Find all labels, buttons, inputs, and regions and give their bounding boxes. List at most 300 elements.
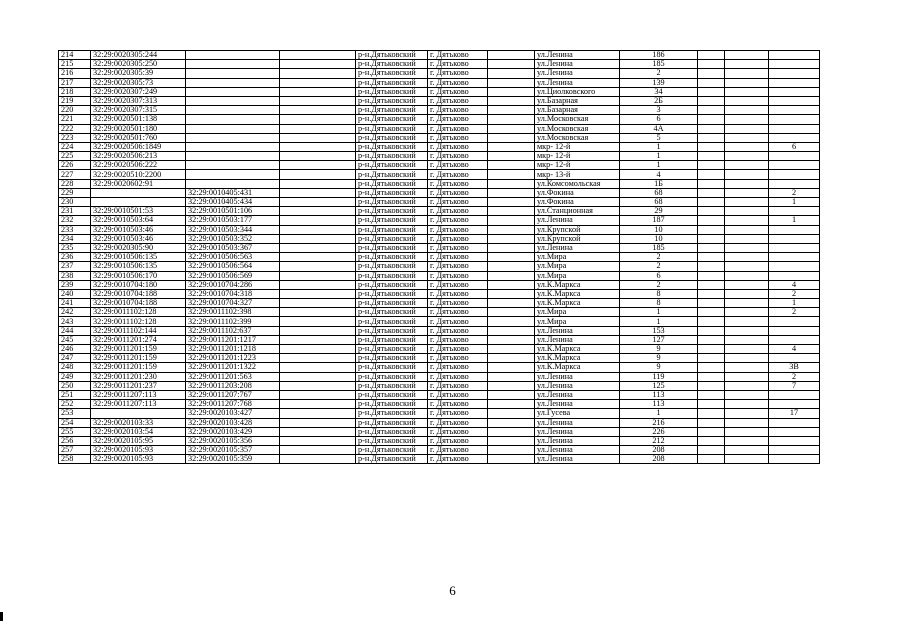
cell-cadastral-number-building: 32:29:0010704:286 xyxy=(186,280,280,289)
cell-blank-col-4 xyxy=(280,225,356,234)
cell-district: р-н.Дятьковский xyxy=(356,142,428,151)
cell-street: ул.Ленина xyxy=(535,390,620,399)
cell-row-number: 220 xyxy=(59,106,91,115)
cell-blank-col-4 xyxy=(280,170,356,179)
cell-blank-col-4 xyxy=(280,179,356,188)
table-row xyxy=(59,188,820,197)
cell-city: г. Дятьково xyxy=(428,390,488,399)
cell-street: ул.Ленина xyxy=(535,51,620,60)
cell-apartment xyxy=(769,243,820,252)
cell-blank-col-4 xyxy=(280,152,356,161)
cell-house-number: 3 xyxy=(620,106,698,115)
cell-blank-col-11 xyxy=(725,326,769,335)
cell-district: р-н.Дятьковский xyxy=(356,289,428,298)
cell-district: р-н.Дятьковский xyxy=(356,436,428,445)
cell-row-number: 226 xyxy=(59,161,91,170)
cell-street: ул.Крупской xyxy=(535,234,620,243)
cell-apartment xyxy=(769,262,820,271)
cell-blank-col-11 xyxy=(725,179,769,188)
address-register-table xyxy=(58,50,820,464)
cell-blank-col-7 xyxy=(488,207,535,216)
cell-city: г. Дятьково xyxy=(428,253,488,262)
cell-blank-col-7 xyxy=(488,446,535,455)
cell-cadastral-number-land: 32:29:0011201:159 xyxy=(91,354,186,363)
cell-district: р-н.Дятьковский xyxy=(356,96,428,105)
cell-cadastral-number-land: 32:29:0020307:315 xyxy=(91,106,186,115)
cell-blank-col-11 xyxy=(725,345,769,354)
cell-district: р-н.Дятьковский xyxy=(356,372,428,381)
cell-blank-col-10 xyxy=(698,60,725,69)
cell-blank-col-4 xyxy=(280,60,356,69)
cell-blank-col-7 xyxy=(488,289,535,298)
cell-blank-col-7 xyxy=(488,106,535,115)
cell-district: р-н.Дятьковский xyxy=(356,317,428,326)
cell-district: р-н.Дятьковский xyxy=(356,78,428,87)
cell-blank-col-7 xyxy=(488,436,535,445)
cell-blank-col-10 xyxy=(698,418,725,427)
cell-cadastral-number-building xyxy=(186,152,280,161)
table-row xyxy=(59,390,820,399)
table-row xyxy=(59,69,820,78)
cell-house-number: 1 xyxy=(620,161,698,170)
cell-street: мкр- 12-й xyxy=(535,142,620,151)
cell-blank-col-10 xyxy=(698,372,725,381)
cell-house-number: 6 xyxy=(620,115,698,124)
cell-blank-col-10 xyxy=(698,106,725,115)
cell-city: г. Дятьково xyxy=(428,69,488,78)
cell-row-number: 244 xyxy=(59,326,91,335)
cell-blank-col-10 xyxy=(698,124,725,133)
cell-street: ул.Мира xyxy=(535,253,620,262)
cell-cadastral-number-building: 32:29:0010506:563 xyxy=(186,253,280,262)
page-number: 6 xyxy=(449,583,456,598)
cell-apartment: 2 xyxy=(769,372,820,381)
cell-blank-col-11 xyxy=(725,400,769,409)
cell-blank-col-10 xyxy=(698,271,725,280)
cell-blank-col-4 xyxy=(280,69,356,78)
cell-city: г. Дятьково xyxy=(428,161,488,170)
cell-blank-col-11 xyxy=(725,243,769,252)
cell-blank-col-11 xyxy=(725,317,769,326)
cell-blank-col-11 xyxy=(725,280,769,289)
cell-district: р-н.Дятьковский xyxy=(356,418,428,427)
cell-apartment: 1 xyxy=(769,198,820,207)
cell-apartment xyxy=(769,207,820,216)
cell-cadastral-number-land: 32:29:0020501:180 xyxy=(91,124,186,133)
cell-apartment: 7 xyxy=(769,381,820,390)
cell-cadastral-number-building: 32:29:0020105:359 xyxy=(186,455,280,464)
cell-blank-col-10 xyxy=(698,51,725,60)
cell-street: ул.Крупской xyxy=(535,225,620,234)
table-row xyxy=(59,299,820,308)
cell-row-number: 228 xyxy=(59,179,91,188)
cell-blank-col-4 xyxy=(280,345,356,354)
cell-blank-col-7 xyxy=(488,188,535,197)
cell-district: р-н.Дятьковский xyxy=(356,326,428,335)
cell-blank-col-7 xyxy=(488,170,535,179)
cell-blank-col-11 xyxy=(725,335,769,344)
cell-district: р-н.Дятьковский xyxy=(356,161,428,170)
cell-blank-col-11 xyxy=(725,142,769,151)
cell-row-number: 231 xyxy=(59,207,91,216)
cell-city: г. Дятьково xyxy=(428,446,488,455)
cell-house-number: 2 xyxy=(620,280,698,289)
cell-apartment: 6 xyxy=(769,142,820,151)
cell-district: р-н.Дятьковский xyxy=(356,188,428,197)
cell-cadastral-number-land: 32:29:0011102:128 xyxy=(91,317,186,326)
cell-city: г. Дятьково xyxy=(428,142,488,151)
cell-cadastral-number-land: 32:29:0010501:53 xyxy=(91,207,186,216)
cell-blank-col-7 xyxy=(488,400,535,409)
cell-row-number: 237 xyxy=(59,262,91,271)
cell-house-number: 187 xyxy=(620,216,698,225)
cell-house-number: 10 xyxy=(620,234,698,243)
cell-city: г. Дятьково xyxy=(428,96,488,105)
cell-blank-col-7 xyxy=(488,234,535,243)
cell-blank-col-10 xyxy=(698,262,725,271)
cell-cadastral-number-land: 32:29:0020103:33 xyxy=(91,418,186,427)
table-row xyxy=(59,234,820,243)
cell-street: ул.Московская xyxy=(535,115,620,124)
cell-cadastral-number-building xyxy=(186,51,280,60)
table-row xyxy=(59,170,820,179)
cell-cadastral-number-building: 32:29:0010503:352 xyxy=(186,234,280,243)
cell-street: ул.Ленина xyxy=(535,243,620,252)
table-row xyxy=(59,326,820,335)
cell-street: ул.Московская xyxy=(535,124,620,133)
cell-district: р-н.Дятьковский xyxy=(356,400,428,409)
cell-blank-col-4 xyxy=(280,188,356,197)
cell-district: р-н.Дятьковский xyxy=(356,51,428,60)
cell-blank-col-10 xyxy=(698,78,725,87)
cell-blank-col-11 xyxy=(725,69,769,78)
cell-row-number: 234 xyxy=(59,234,91,243)
cell-cadastral-number-land: 32:29:0011207:113 xyxy=(91,400,186,409)
cell-cadastral-number-building: 32:29:0020105:356 xyxy=(186,436,280,445)
cell-row-number: 235 xyxy=(59,243,91,252)
table-row xyxy=(59,78,820,87)
cell-blank-col-10 xyxy=(698,280,725,289)
cell-blank-col-4 xyxy=(280,409,356,418)
cell-district: р-н.Дятьковский xyxy=(356,124,428,133)
table-row xyxy=(59,253,820,262)
cell-house-number: 29 xyxy=(620,207,698,216)
cell-blank-col-4 xyxy=(280,216,356,225)
cell-street: ул.Мира xyxy=(535,271,620,280)
cell-cadastral-number-building xyxy=(186,78,280,87)
cell-blank-col-11 xyxy=(725,152,769,161)
cell-street: ул.Базарная xyxy=(535,106,620,115)
cell-house-number: 2 xyxy=(620,262,698,271)
cell-blank-col-10 xyxy=(698,69,725,78)
cell-street: ул.Комсомольская xyxy=(535,179,620,188)
cell-blank-col-10 xyxy=(698,170,725,179)
cell-street: ул.Фокина xyxy=(535,198,620,207)
cell-cadastral-number-building xyxy=(186,124,280,133)
cell-cadastral-number-land: 32:29:0020105:93 xyxy=(91,446,186,455)
cell-blank-col-7 xyxy=(488,133,535,142)
table-row xyxy=(59,418,820,427)
cell-cadastral-number-building: 32:29:0020103:427 xyxy=(186,409,280,418)
cell-blank-col-4 xyxy=(280,96,356,105)
cell-city: г. Дятьково xyxy=(428,335,488,344)
cell-blank-col-10 xyxy=(698,436,725,445)
cell-blank-col-11 xyxy=(725,124,769,133)
cell-apartment: 1 xyxy=(769,299,820,308)
cell-apartment xyxy=(769,354,820,363)
cell-cadastral-number-land: 32:29:0011201:230 xyxy=(91,372,186,381)
cell-apartment xyxy=(769,69,820,78)
cell-row-number: 243 xyxy=(59,317,91,326)
cell-house-number: 1 xyxy=(620,152,698,161)
cell-row-number: 233 xyxy=(59,225,91,234)
cell-blank-col-10 xyxy=(698,253,725,262)
cell-blank-col-11 xyxy=(725,271,769,280)
cell-cadastral-number-building xyxy=(186,87,280,96)
cell-cadastral-number-building: 32:29:0010503:177 xyxy=(186,216,280,225)
table-row xyxy=(59,142,820,151)
cell-city: г. Дятьково xyxy=(428,317,488,326)
cell-blank-col-11 xyxy=(725,308,769,317)
cell-row-number: 239 xyxy=(59,280,91,289)
cell-house-number: 226 xyxy=(620,427,698,436)
cell-district: р-н.Дятьковский xyxy=(356,354,428,363)
cell-cadastral-number-land: 32:29:0010503:46 xyxy=(91,234,186,243)
cell-row-number: 249 xyxy=(59,372,91,381)
cell-street: ул.Фокина xyxy=(535,188,620,197)
cell-cadastral-number-land: 32:29:0011207:113 xyxy=(91,390,186,399)
cell-house-number: 9 xyxy=(620,345,698,354)
cell-apartment xyxy=(769,253,820,262)
cell-cadastral-number-building xyxy=(186,142,280,151)
cell-blank-col-11 xyxy=(725,170,769,179)
table-row xyxy=(59,308,820,317)
cell-district: р-н.Дятьковский xyxy=(356,115,428,124)
cell-apartment xyxy=(769,271,820,280)
cell-blank-col-11 xyxy=(725,216,769,225)
cell-cadastral-number-land: 32:29:0020506:213 xyxy=(91,152,186,161)
cell-row-number: 251 xyxy=(59,390,91,399)
table-row xyxy=(59,87,820,96)
cell-cadastral-number-building: 32:29:0011201:1223 xyxy=(186,354,280,363)
table-row xyxy=(59,51,820,60)
cell-row-number: 238 xyxy=(59,271,91,280)
cell-city: г. Дятьково xyxy=(428,51,488,60)
cell-blank-col-7 xyxy=(488,96,535,105)
cell-blank-col-7 xyxy=(488,427,535,436)
cell-blank-col-10 xyxy=(698,161,725,170)
cell-blank-col-4 xyxy=(280,253,356,262)
cell-cadastral-number-land: 32:29:0011201:159 xyxy=(91,363,186,372)
cell-blank-col-4 xyxy=(280,243,356,252)
cell-city: г. Дятьково xyxy=(428,152,488,161)
cell-apartment xyxy=(769,234,820,243)
cell-cadastral-number-building: 32:29:0010506:564 xyxy=(186,262,280,271)
cell-cadastral-number-land: 32:29:0020506:1849 xyxy=(91,142,186,151)
table-row xyxy=(59,179,820,188)
cell-blank-col-7 xyxy=(488,418,535,427)
cell-blank-col-4 xyxy=(280,317,356,326)
cell-blank-col-11 xyxy=(725,198,769,207)
cell-cadastral-number-building: 32:29:0010501:106 xyxy=(186,207,280,216)
cell-cadastral-number-building: 32:29:0011207:767 xyxy=(186,390,280,399)
cell-blank-col-10 xyxy=(698,354,725,363)
cell-district: р-н.Дятьковский xyxy=(356,409,428,418)
cell-row-number: 246 xyxy=(59,345,91,354)
cell-house-number: 2Б xyxy=(620,96,698,105)
cell-district: р-н.Дятьковский xyxy=(356,262,428,271)
cell-apartment xyxy=(769,225,820,234)
cell-district: р-н.Дятьковский xyxy=(356,390,428,399)
cell-apartment xyxy=(769,78,820,87)
cell-blank-col-11 xyxy=(725,188,769,197)
cell-city: г. Дятьково xyxy=(428,170,488,179)
cell-house-number: 8 xyxy=(620,289,698,298)
cell-house-number: 4А xyxy=(620,124,698,133)
cell-cadastral-number-land: 32:29:0020305:244 xyxy=(91,51,186,60)
cell-house-number: 185 xyxy=(620,60,698,69)
cell-cadastral-number-land xyxy=(91,188,186,197)
cell-house-number: 2 xyxy=(620,69,698,78)
cell-house-number: 186 xyxy=(620,51,698,60)
cell-street: ул.К.Маркса xyxy=(535,289,620,298)
cell-row-number: 236 xyxy=(59,253,91,262)
cell-apartment xyxy=(769,60,820,69)
cell-blank-col-10 xyxy=(698,87,725,96)
table-body xyxy=(59,51,820,464)
cell-cadastral-number-building: 32:29:0020103:428 xyxy=(186,418,280,427)
cell-house-number: 212 xyxy=(620,436,698,445)
table-row xyxy=(59,106,820,115)
cell-apartment xyxy=(769,124,820,133)
cell-cadastral-number-land xyxy=(91,409,186,418)
cell-blank-col-7 xyxy=(488,409,535,418)
cell-apartment xyxy=(769,446,820,455)
cell-blank-col-11 xyxy=(725,446,769,455)
cell-blank-col-10 xyxy=(698,363,725,372)
cell-blank-col-10 xyxy=(698,308,725,317)
cell-street: мкр- 12-й xyxy=(535,161,620,170)
cell-row-number: 225 xyxy=(59,152,91,161)
cell-apartment: 4 xyxy=(769,345,820,354)
cell-blank-col-11 xyxy=(725,363,769,372)
cell-city: г. Дятьково xyxy=(428,372,488,381)
cell-house-number: 9 xyxy=(620,354,698,363)
cell-cadastral-number-building xyxy=(186,133,280,142)
cell-blank-col-7 xyxy=(488,326,535,335)
cell-street: ул.Ленина xyxy=(535,335,620,344)
cell-blank-col-7 xyxy=(488,51,535,60)
cell-blank-col-4 xyxy=(280,280,356,289)
cell-blank-col-10 xyxy=(698,446,725,455)
cell-blank-col-7 xyxy=(488,142,535,151)
cell-street: ул.Ленина xyxy=(535,427,620,436)
cell-city: г. Дятьково xyxy=(428,124,488,133)
cell-blank-col-4 xyxy=(280,455,356,464)
cell-blank-col-10 xyxy=(698,234,725,243)
cell-house-number: 6 xyxy=(620,271,698,280)
cell-street: ул.Ленина xyxy=(535,60,620,69)
cell-blank-col-4 xyxy=(280,51,356,60)
cell-street: ул.К.Маркса xyxy=(535,345,620,354)
cell-blank-col-11 xyxy=(725,161,769,170)
cell-house-number: 185 xyxy=(620,243,698,252)
cell-cadastral-number-land: 32:29:0020305:39 xyxy=(91,69,186,78)
cell-blank-col-4 xyxy=(280,427,356,436)
cell-street: ул.Ленина xyxy=(535,436,620,445)
cell-row-number: 215 xyxy=(59,60,91,69)
cell-street: ул.Мира xyxy=(535,317,620,326)
cell-street: ул.Ленина xyxy=(535,78,620,87)
cell-street: ул.Базарная xyxy=(535,96,620,105)
cell-blank-col-11 xyxy=(725,427,769,436)
table-row xyxy=(59,96,820,105)
cell-blank-col-7 xyxy=(488,308,535,317)
table-row xyxy=(59,161,820,170)
cell-cadastral-number-land: 32:29:0010704:188 xyxy=(91,289,186,298)
cell-city: г. Дятьково xyxy=(428,455,488,464)
cell-apartment: 4 xyxy=(769,280,820,289)
cell-house-number: 8 xyxy=(620,299,698,308)
cell-blank-col-4 xyxy=(280,78,356,87)
cell-cadastral-number-building xyxy=(186,179,280,188)
cell-apartment xyxy=(769,326,820,335)
cell-city: г. Дятьково xyxy=(428,299,488,308)
cell-blank-col-7 xyxy=(488,69,535,78)
cell-blank-col-7 xyxy=(488,216,535,225)
cell-row-number: 230 xyxy=(59,198,91,207)
cell-city: г. Дятьково xyxy=(428,87,488,96)
cell-apartment xyxy=(769,400,820,409)
cell-cadastral-number-land: 32:29:0010704:188 xyxy=(91,299,186,308)
cell-blank-col-10 xyxy=(698,179,725,188)
table-row xyxy=(59,271,820,280)
cell-apartment xyxy=(769,317,820,326)
cell-city: г. Дятьково xyxy=(428,326,488,335)
cell-blank-col-11 xyxy=(725,51,769,60)
cell-cadastral-number-land: 32:29:0020105:93 xyxy=(91,455,186,464)
cell-cadastral-number-building xyxy=(186,106,280,115)
cell-street: ул.Ленина xyxy=(535,326,620,335)
cell-blank-col-11 xyxy=(725,436,769,445)
table-row xyxy=(59,124,820,133)
cell-blank-col-7 xyxy=(488,345,535,354)
table-row xyxy=(59,335,820,344)
cell-blank-col-10 xyxy=(698,188,725,197)
cell-apartment xyxy=(769,455,820,464)
cell-blank-col-10 xyxy=(698,133,725,142)
cell-cadastral-number-building: 32:29:0011201:1322 xyxy=(186,363,280,372)
cell-city: г. Дятьково xyxy=(428,216,488,225)
cell-house-number: 9 xyxy=(620,363,698,372)
cell-blank-col-4 xyxy=(280,354,356,363)
cell-house-number: 68 xyxy=(620,198,698,207)
cell-city: г. Дятьково xyxy=(428,427,488,436)
cell-apartment: 2 xyxy=(769,289,820,298)
cell-street: ул.Московская xyxy=(535,133,620,142)
cell-city: г. Дятьково xyxy=(428,345,488,354)
cell-city: г. Дятьково xyxy=(428,133,488,142)
cell-blank-col-11 xyxy=(725,207,769,216)
cell-house-number: 1Б xyxy=(620,179,698,188)
cell-row-number: 221 xyxy=(59,115,91,124)
cell-house-number: 2 xyxy=(620,253,698,262)
cell-blank-col-7 xyxy=(488,179,535,188)
cell-cadastral-number-building: 32:29:0011102:399 xyxy=(186,317,280,326)
cell-city: г. Дятьково xyxy=(428,234,488,243)
table-row xyxy=(59,354,820,363)
cell-cadastral-number-land: 32:29:0011102:128 xyxy=(91,308,186,317)
